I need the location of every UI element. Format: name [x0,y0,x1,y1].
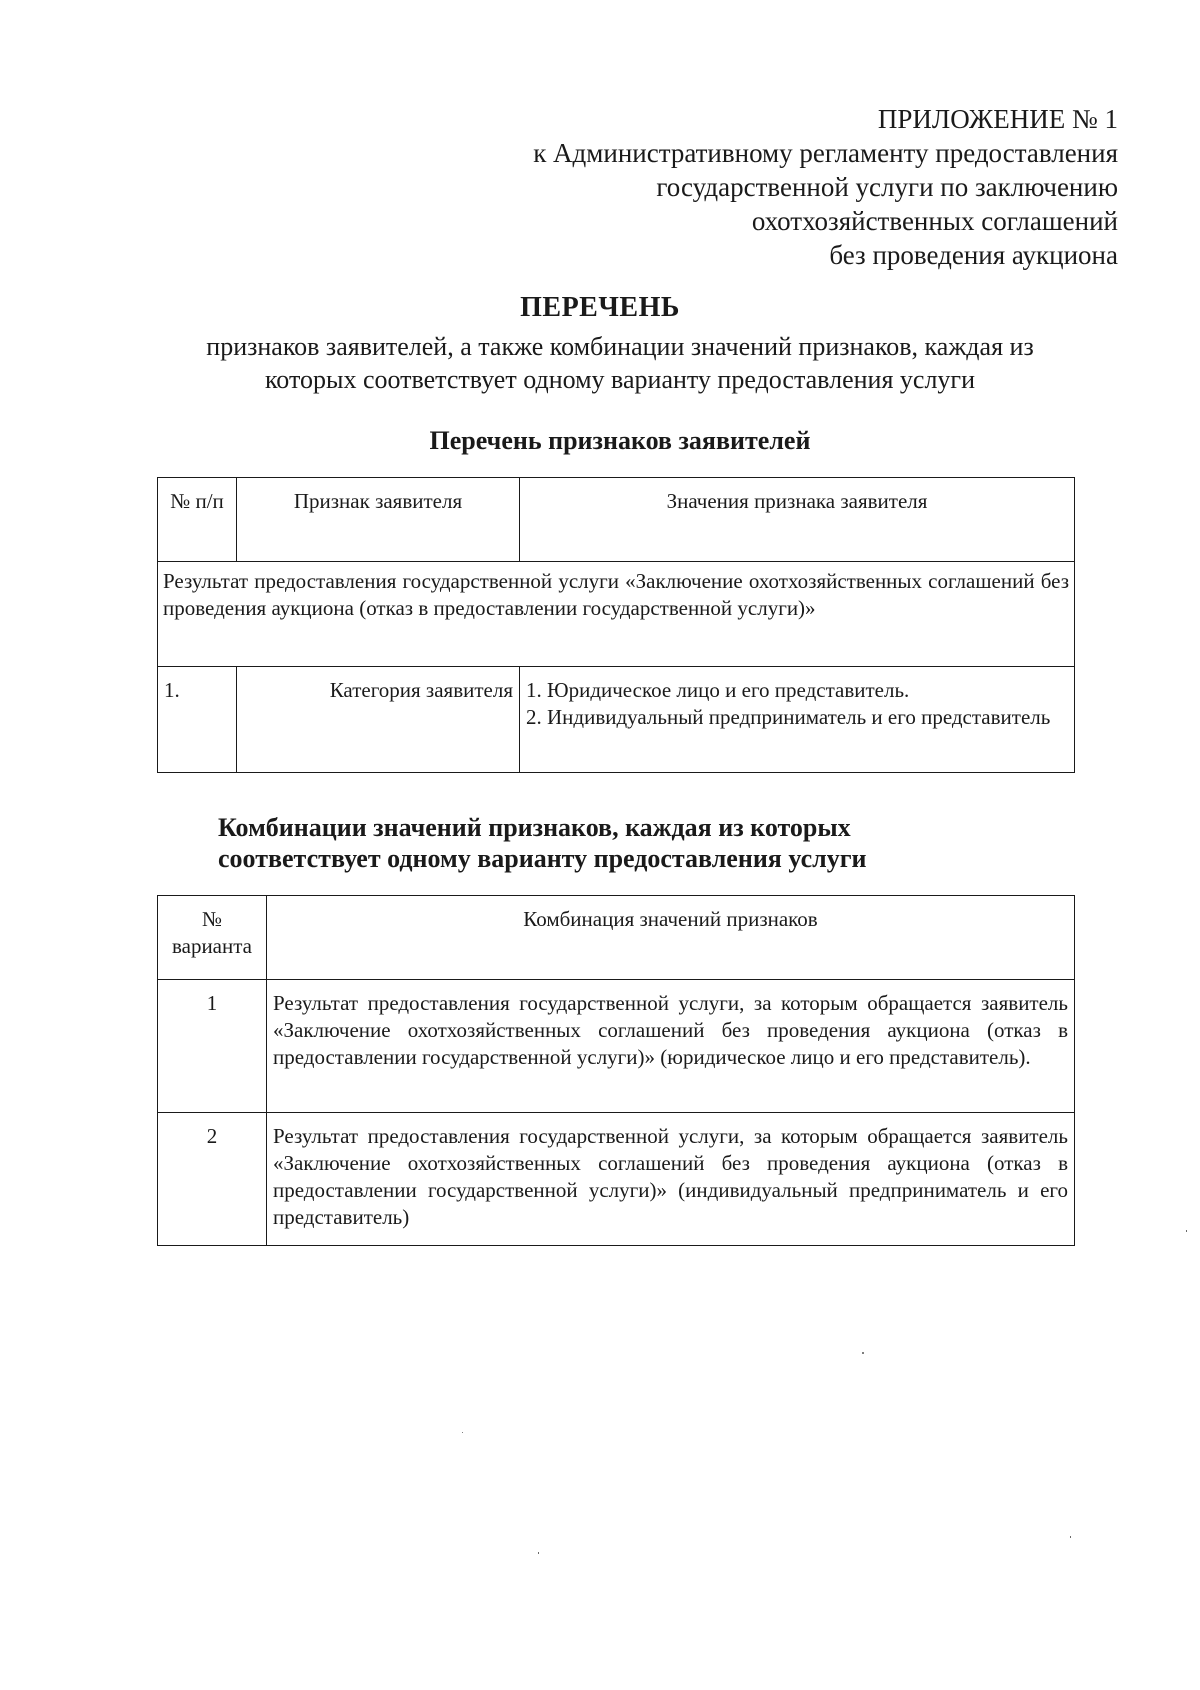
column-header-attribute: Признак заявителя [237,478,520,562]
row-values [520,667,1075,773]
attribute-value: 2. Индивидуальный предприниматель и его представитель [526,705,1051,729]
appendix-reference-line: охотхозяйственных соглашений [751,206,1118,236]
group-row-text: Результат предоставления государственной услуги «Заключение охотхозяйственных соглашений без проведения аукциона (отказ в предоставлении государственной услуги)» [158,562,1075,667]
appendix-number: ПРИЛОЖЕНИЕ № 1 [877,104,1118,134]
variant-number: 1 [158,980,267,1113]
appendix-header [418,102,1118,272]
table-header-row [158,896,1075,980]
scan-speck [1186,1230,1187,1232]
column-header-values: Значения признака заявителя [520,478,1075,562]
scan-speck [1070,1536,1071,1538]
table-row [158,667,1075,773]
subtitle-line: которых соответствует одному варианту предоставления услуги [265,365,975,394]
column-header-combination: Комбинация значений признаков [267,896,1075,980]
table-header-row [158,478,1075,562]
appendix-reference-line: государственной услуги по заключению [656,172,1118,202]
combinations-table [157,895,1075,1246]
subtitle-line: признаков заявителей, а также комбинации значений признаков, каждая из [206,332,1034,361]
table-group-row [158,562,1075,667]
section-heading-attributes: Перечень признаков заявителей [429,426,811,455]
heading-line: соответствует одному варианту предоставления услуги [218,844,867,873]
variant-number: 2 [158,1113,267,1246]
table-row [158,1113,1075,1246]
section-heading-combinations [218,812,867,874]
document-title: ПЕРЕЧЕНЬ [520,292,680,323]
row-number: 1. [158,667,237,773]
scan-speck [862,1352,864,1354]
column-header-variant: № варианта [158,896,267,980]
appendix-reference-line: без проведения аукциона [829,240,1118,270]
attribute-value: 1. Юридическое лицо и его представитель. [526,678,910,702]
variant-combination: Результат предоставления государственной услуги, за которым обращается заявитель «Заключение охотхозяйственных соглашений без проведения аукциона (отказ в предоставлении государственной услуги)» (юридическое лицо и его представитель). [267,980,1075,1113]
table-row [158,980,1075,1113]
scan-speck [538,1552,539,1554]
row-attribute: Категория заявителя [237,667,520,773]
document-subtitle [150,330,1090,396]
scan-speck [462,1432,463,1433]
heading-line: Комбинации значений признаков, каждая из которых [218,813,851,842]
appendix-reference-line: к Административному регламенту предоставления [533,138,1118,168]
column-header-number: № п/п [158,478,237,562]
attributes-table [157,477,1075,773]
variant-combination: Результат предоставления государственной услуги, за которым обращается заявитель «Заключение охотхозяйственных соглашений без проведения аукциона (отказ в предоставлении государственной услуги)» (индивидуальный предприниматель и его представитель) [267,1113,1075,1246]
